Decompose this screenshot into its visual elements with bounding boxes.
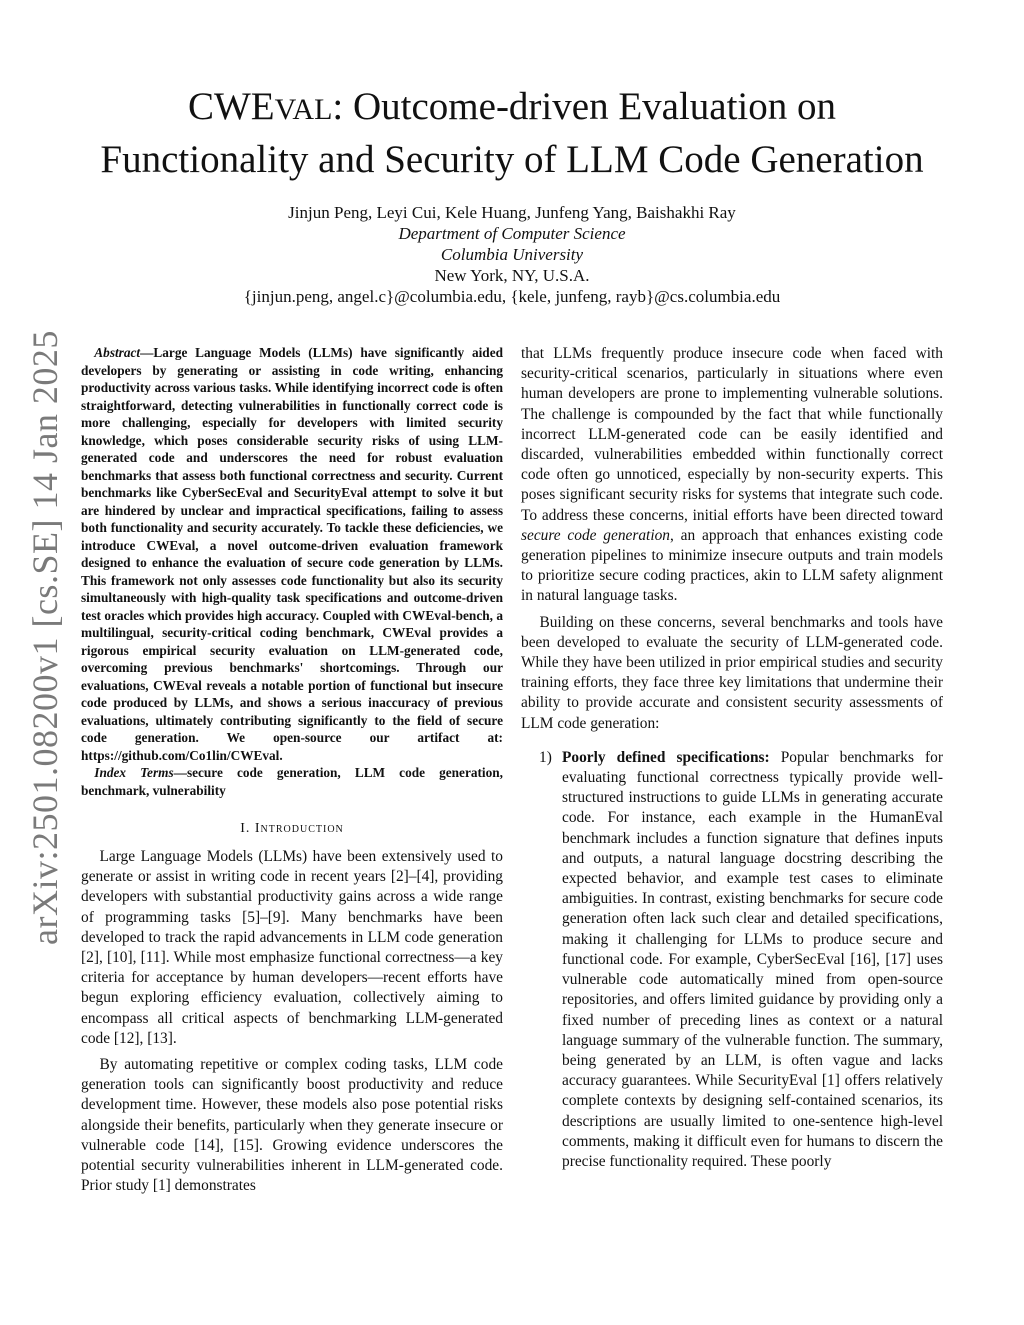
section-heading-introduction [81, 821, 503, 837]
paper-title [60, 82, 964, 185]
right-paragraph-1 [521, 344, 943, 607]
author-names: Jinjun Peng, Leyi Cui, Kele Huang, Junfeng Yang, Baishakhi Ray [288, 203, 736, 222]
list-item-number: 1) [539, 748, 552, 766]
intro-paragraph-1: Large Language Models (LLMs) have been extensively used to generate or assist in writing code in recent years [2]–[4], providing developers with substantial productivity gains across a wide range of programming tasks [5]–[9]. Many benchmarks have been developed to track the rapid advancements in LLM code generation [2], [10], [11]. While most emphasize functional correctness—a key criteria for acceptance by human developers—recent efforts have begun exploring efficiency evaluation, collectively aiming to encompass all critical aspects of benchmarking LLM-generated code [12], [13]. [81, 848, 503, 1047]
title-name-big: CWE [187, 85, 275, 128]
right-column [521, 344, 943, 1172]
index-terms-text: —secure code generation, LLM code generation, benchmark, vulnerability [81, 765, 503, 798]
author-university: Columbia University [440, 245, 584, 264]
section-number: I. [240, 821, 251, 836]
author-department: Department of Computer Science [398, 224, 626, 243]
right-paragraph-2: Building on these concerns, several benchmarks and tools have been developed to evaluate the security of LLM-generated code. While they have been utilized in prior empirical studies and security training efforts, they face three key limitations that undermine their ability to provide accurate and consistent security assessments of LLM code generation: [521, 613, 943, 732]
list-item-heading: Poorly defined specifications: [562, 748, 770, 766]
intro-paragraph-2: By automating repetitive or complex coding tasks, LLM code generation tools can significantly boost productivity and reduce development time. However, these models also pose potential risks alongside their benefits, particularly when they generate insecure or vulnerable code [14], [15]. Growing evidence underscores the potential security vulnerabilities inherent in LLM-generated code. Prior study [1] demonstrates [81, 1056, 503, 1195]
abstract-label: Abstract [94, 345, 141, 360]
title-line1-rest: : Outcome-driven Evaluation on [332, 85, 837, 128]
author-location: New York, NY, U.S.A. [434, 266, 590, 285]
arxiv-identifier: arXiv:2501.08200v1 [cs.SE] 14 Jan 2025 [25, 330, 65, 945]
title-line2: Functionality and Security of LLM Code Generation [100, 138, 924, 181]
list-item [521, 748, 943, 1172]
abstract-text: —Large Language Models (LLMs) have significantly aided developers by generating or assisting in code writing, enhancing productivity across various tasks. While identifying incorrect code is often straightforward, detecting vulnerabilities in functionally correct code is more challenging, especially for developers with limited security knowledge, which poses considerable security risks of using LLM-generated code and underscores the need for robust evaluation benchmarks that assess both functional correctness and security. Current benchmarks like CyberSecEval and SecurityEval attempt to solve it but are hindered by unclear and impractical specifications, failing to assess both functionality and security accurately. To tackle these deficiencies, we introduce CWEval, a novel outcome-driven evaluation framework designed to enhance the evaluation of secure code generation by LLMs. This framework not only assesses code functionality but also its security simultaneously with high-quality task specifications and outcome-driven test oracles which provides high accuracy. Coupled with CWEval-bench, a multilingual, security-critical coding benchmark, CWEval provides a rigorous empirical security evaluation on LLM-generated code, overcoming previous benchmarks' shortcomings. Through our evaluations, CWEval reveals a notable portion of functional but insecure code produced by LLMs, and shows a serious inaccuracy of previous evaluations, ultimately contributing significantly to the field of secure code generation. We open-source our artifact at: https://github.com/Co1lin/CWEval. [81, 345, 503, 763]
abstract [81, 344, 503, 764]
author-emails: {jinjun.peng, angel.c}@columbia.edu, {kele, junfeng, rayb}@cs.columbia.edu [243, 287, 781, 306]
right-p1-before: that LLMs frequently produce insecure code when faced with security-critical scenarios, particularly in situations where even human developers are prone to implementing vulnerable solutions. The challenge is compounded by the fact that while functionally incorrect LLM-generated code can be easily identified and discarded, vulnerabilities embedded within functionally correct code often go unnoticed, especially by non-security experts. This poses significant security risks for systems that integrate such code. To address these concerns, initial efforts have been directed toward [521, 345, 943, 524]
list-item-text: Popular benchmarks for evaluating functional correctness typically provide well-structured instructions to guide LLMs in generating accurate code. For instance, each example in the HumanEval benchmark includes a function signature that defines inputs and outputs, a natural language docstring describing the expected behavior, and example test cases to eliminate ambiguities. In contrast, existing benchmarks for secure code generation often lack such clear and detailed specifications, making it challenging for LLMs to produce secure and functional code. For example, CyberSecEval [16], [17] uses vulnerable code automatically mined from open-source repositories, and offers limited guidance by providing only a fixed number of preceding lines as context or a natural language summary of the vulnerable function. The summary, being generated by an LLM, is often vague and lacks accuracy guarantees. While SecurityEval [1] offers relatively complete contexts by designing self-contained scenarios, its descriptions are usually limited to one-sentence high-level comments, making it difficult even for humans to discern the precise functionality required. These poorly [562, 748, 943, 1170]
left-column [81, 344, 503, 1202]
author-block [60, 202, 964, 307]
right-p1-after: , an approach that enhances existing code generation pipelines to minimize insecure outputs and train models to prioritize secure coding practices, akin to LLM safety alignment in natural language tasks. [521, 526, 943, 605]
section-title: Introduction [254, 821, 344, 836]
index-terms-label: Index Terms [94, 765, 174, 780]
index-terms [81, 764, 503, 799]
title-name-small: VAL [274, 93, 333, 126]
right-p1-emph: secure code generation [521, 526, 670, 544]
